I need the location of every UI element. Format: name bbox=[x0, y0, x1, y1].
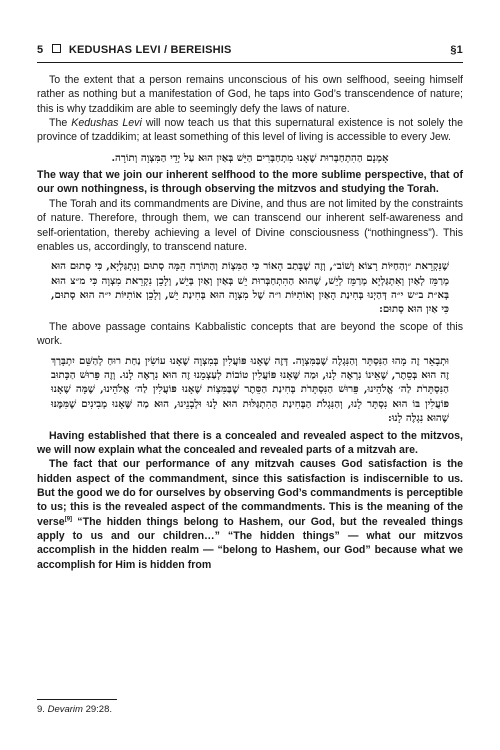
commentary-paragraph: The above passage contains Kabbalistic concepts that are beyond the scope of this work. bbox=[37, 320, 463, 348]
text-run: “The hidden things belong to Hashem, our God, but the revealed things apply to us and our children…” “The hidden things” — what our mitzvos accomplish in the hidden realm — “belong to Hashem, our God” because what we accomplish for Him is hidden from bbox=[37, 515, 463, 571]
running-title: KEDUSHAS LEVI / BEREISHIS bbox=[68, 44, 232, 56]
main-text bbox=[37, 73, 463, 572]
header-left bbox=[37, 44, 237, 56]
translation-paragraph: The way that we join our inherent selfhood to the more sublime perspective, that of our own nothingness, is through observing the mitzvos and studying the Torah. bbox=[37, 169, 463, 196]
translation-paragraph bbox=[37, 457, 463, 572]
section-number: §1 bbox=[450, 44, 463, 56]
square-divider-icon bbox=[52, 44, 61, 53]
footnote-rule bbox=[37, 699, 117, 700]
text-run: The fact that our performance of any mitzvah causes God satisfaction is the hidden aspect of the commandment, since this satisfaction is indiscernible to us. But the good we do for ourselves by observing God’s commandments is perceptible to us; this is the revealed aspect of the commandments. This is the meaning of the verse bbox=[37, 458, 463, 528]
translation-paragraph: Having established that there is a concealed and revealed aspect to the mitzvos, we will now explain what the concealed and revealed parts of a mitzvah are. bbox=[37, 429, 463, 456]
commentary-paragraph bbox=[37, 116, 463, 145]
hebrew-text: אָמְנָם הַהִתְחַבְּרוּת שֶׁאָנוּ מִתְחַבְּרִים הַיֵּשׁ בְּאַיִן הוּא עַל יְדֵי הַמִּצְוָה וְתוֹרָה. bbox=[111, 151, 389, 164]
footnote-reference-text: 29:28. bbox=[85, 704, 113, 715]
page-number: 5 bbox=[37, 44, 44, 56]
footnote-source: Devarim bbox=[47, 704, 83, 715]
hebrew-text: שֶׁנִּקְרֵאת ״וְהַחַיּוֹת רָצוֹא וָשׁוֹב״, וְזֶה שֶׁבָּתַב הָאוֹר כִּי הַמִּצְוֹת וְהַתּוֹרָה הֵמָּה סְתוּם וְנִתְגַּלְיָא, כִּי סְתוּם הוּא מְרַמֵּז לְאַיִן וְאִתְגַּלְיָא מְרַמֵּז לְיֵשׁ, שֶׁהוּא הַהִתְחַבְּרוּת יֵשׁ בְּאַיִן וְאַיִן בְּיֵשׁ, וְלָכֵן נִקְרֵאת מִצְוָה כִּי מ״צ הוּא בְּא״ת ב״ש י״ה דְּהַיְנוּ בְּחִינַת הָאַיִן וְאוֹתִיּוֹת ו״ה שֶׁל מִצְוָה הוּא בְּחִינַת יֵשׁ, וְלָכֵן אוֹתִיּוֹת י״ה הוּא סְתוּם, כִּי אַיִן הוּא סְתוּם: bbox=[51, 260, 449, 316]
footnote bbox=[37, 704, 112, 715]
commentary-paragraph: The Torah and its commandments are Divine, and thus are not limited by the constraints of nature. Therefore, through them, we can transcend our inherent self-awareness and self-orientation, thereby achieving a level of Divine consciousness (“nothingness”). This enables us, accordingly, to transcend nature. bbox=[37, 197, 463, 253]
header-rule bbox=[37, 62, 463, 63]
hebrew-text: וּתְבָאֵר זֶה מָהוּ הַנִּסְתָּר וְהַנִּגְלֶה שֶׁבַּמִּצְוָה. דְּזֶה שֶׁאָנוּ פּוֹעֲלִין בְּמִצְוָה שֶׁאָנוּ עוֹשִׂין נַחַת רוּחַ לְהַשֵּׁם יִתְבָּרַךְ זֶה הוּא בְּסֵתֶר, שֶׁאֵינוֹ נִרְאֶה לָנוּ, וּמַה שֶּׁאָנוּ פּוֹעֲלִין טוֹבוֹת לְעַצְמֵנוּ זֶה הוּא נִרְאֶה לָנוּ. וְזֶה פֵּרוּשׁ הַכָּתוּב הַנִּסְתָּרֹת לַה׳ אֱלֹהֵינוּ, פֵּרוּשׁ הַנִּסְתָּרֹת בְּחִינַת הַסֵּתֶר שֶׁבַּמִּצְוֹת שֶׁאָנוּ פּוֹעֲלִין לַה׳ אֱלֹהֵינוּ, שֶׁמָּה שֶׁאָנוּ פּוֹעֲלִין בּוֹ הוּא נִסְתָּר לָנוּ, וְהַנִּגְלֹת הַבְּחִינַת הַהִתְגַּלּוּת הוּא לָנוּ וּלְבָנֵינוּ, הוּא מַה שֶּׁאָנוּ מְבִינִים שֶׁמִּמֶּנּוּ שֶׁהוּא נִגְלֶה לָנוּ: bbox=[51, 354, 449, 425]
text-run: The bbox=[49, 117, 72, 130]
footnote-reference[interactable]: [9] bbox=[64, 516, 73, 523]
book-title: Kedushas Levi bbox=[71, 117, 142, 130]
commentary-paragraph: To the extent that a person remains unconscious of his own selfhood, seeing himself rather as nothing but a manifestation of God, he taps into God’s transcendence of nature; this is why tzaddikim are able to seemingly defy the laws of nature. bbox=[37, 74, 463, 115]
text-run: will now teach us that this supernatural existence is not solely the province of tzaddikim; at least something of this level of living is accessible to every Jew. bbox=[37, 117, 464, 144]
footnote-number: 9. bbox=[37, 704, 45, 715]
running-header bbox=[37, 44, 463, 60]
